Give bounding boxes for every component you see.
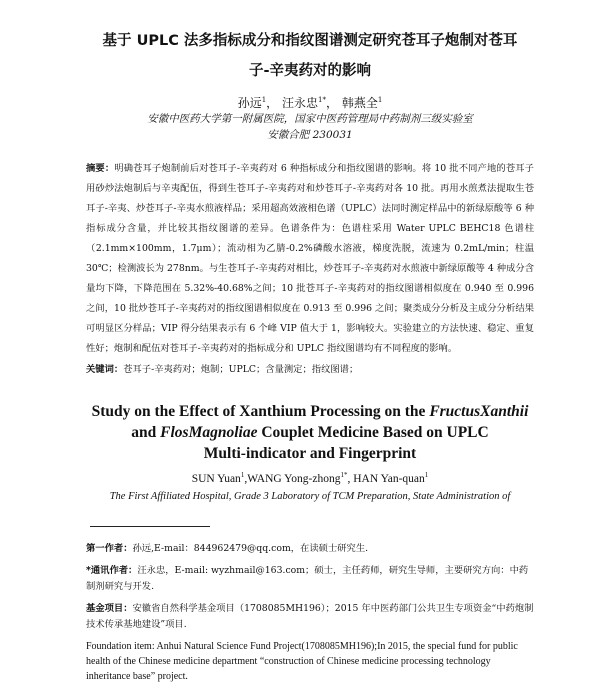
author-mark: 1 [261, 96, 267, 104]
author-mark: 1 [240, 471, 245, 479]
fund-text: 安徽省自然科学基金项目（1708085MH196）；2015 年中医药部门公共卫生专项资金“中药炮制技术传承基地建设”项目. [86, 602, 534, 630]
author-name: 韩燕全 [341, 96, 378, 110]
english-title-text: Study on the Effect of Xanthium Processing on the [91, 403, 430, 420]
english-title-line-1 [86, 401, 534, 422]
footnote-divider [90, 526, 210, 527]
chinese-title-line-1: 基于 UPLC 法多指标成分和指纹图谱测定研究苍耳子炮制对苍耳 [102, 33, 518, 49]
abstract [86, 159, 534, 359]
english-affiliation: The First Affiliated Hospital, Grade 3 Laboratory of TCM Preparation, State Administration of [109, 490, 511, 502]
first-author-label: 第一作者： [86, 542, 133, 554]
footnotes [86, 541, 534, 684]
fund-note [86, 601, 534, 633]
english-title-italic: FlosMagnoliae [160, 424, 258, 441]
english-title-line-3: Multi-indicator and Fingerprint [203, 445, 417, 462]
fund-note-english: Foundation item: Anhui Natural Science Fund Project(1708085MH196);In 2015, the special fund for public health of the Chinese medicine department “construction of Chinese medicine processing technology inheritance base” project. [86, 640, 518, 682]
abstract-text: 明确苍耳子炮制前后对苍耳子-辛夷药对 6 种指标成分和指纹图谱的影响。将 10 批不同产地的苍耳子用砂炒法炮制后与辛夷配伍，得到生苍耳子-辛夷药对和炒苍耳子-辛夷药对各 10 批。再用水煎煮法提取生苍耳子-辛夷、炒苍耳子-辛夷水煎液样品；采用超高效液相色谱（UPLC）法同时测定样品中的新绿原酸等 6 种指标成分含量，并比较其指纹图谱的差异。色谱条件为：色谱柱采用 Water UPLC BEHC18 色谱柱（2.1mm×100mm，1.7μm）；流动相为乙腈-0.2%磷酸水溶液，梯度洗脱，流速为 0.2mL/min；柱温 30℃；检测波长为 278nm。与生苍耳子-辛夷药对相比，炒苍耳子-辛夷药对水煎液中新绿原酸等 4 种成分含量均下降，下降范围在 5.32%-40.68%之间；10 批苍耳子-辛夷药对的指纹图谱相似度在 0.940 至 0.996 之间，10 批炒苍耳子-辛夷药对的指纹图谱相似度在 0.913 至 0.996 之间；聚类成分分析及主成分分析结果可明显区分样品；VIP 得分结果表示有 6 个峰 VIP 值大于 1，影响较大。实验建立的方法快速、稳定、重复性好；炮制和配伍对苍耳子-辛夷药对的指标成分和 UPLC 指纹图谱均有不同程度的影响。 [86, 163, 534, 354]
english-title-text: Couplet Medicine Based on UPLC [257, 424, 489, 441]
english-authors: SUN Yuan$^1$,WANG Yong-zhong$^{1*}$, HAN Yan-quan$^1$ [191, 471, 429, 485]
fund-label: 基金项目： [86, 602, 133, 614]
author-name: 孙远 [237, 96, 262, 110]
english-title-line-2 [86, 422, 534, 443]
first-author-note [86, 541, 534, 557]
author-name: SUN Yuan [191, 472, 241, 485]
first-author-text: 孙远,E-mail：844962479@qq.com，在读硕士研究生. [132, 542, 369, 554]
keywords-label: 关键词： [86, 364, 124, 375]
author-mark: 1* [340, 471, 348, 479]
author-mark: 1 [424, 471, 429, 479]
author-name: 汪永忠 [282, 96, 319, 110]
corresponding-author-text: 汪永忠，E-mail: wyzhmail@163.com；硕士，主任药师，研究生导师，主要研究方向：中药制剂研究与开发. [86, 564, 529, 592]
chinese-authors: 孙远$^1$， 汪永忠$^{1*}$， 韩燕全$^1$ [237, 96, 383, 110]
chinese-title [86, 30, 534, 82]
author-name: WANG Yong-zhong [247, 472, 341, 485]
keywords [86, 361, 534, 379]
author-mark: 1 [377, 96, 383, 104]
author-mark: 1* [318, 96, 326, 104]
english-title-italic: FructusXanthii [429, 403, 529, 420]
affiliation-line-1: 安徽中医药大学第一附属医院，国家中医药管理局中药制剂三级实验室 [147, 113, 473, 125]
english-title [86, 401, 534, 464]
corresponding-author-label: *通讯作者： [86, 564, 138, 576]
keywords-text: 苍耳子-辛夷药对；炮制；UPLC；含量测定；指纹图谱； [123, 364, 359, 375]
affiliation-line-2: 安徽合肥 230031 [267, 129, 353, 141]
chinese-title-line-2: 子-辛夷药对的影响 [248, 63, 372, 79]
corresponding-author-note [86, 563, 534, 595]
english-title-text: and [131, 424, 161, 441]
abstract-label: 摘要： [86, 163, 115, 174]
chinese-affiliation [86, 111, 534, 143]
author-name: HAN Yan-quan [353, 472, 425, 485]
